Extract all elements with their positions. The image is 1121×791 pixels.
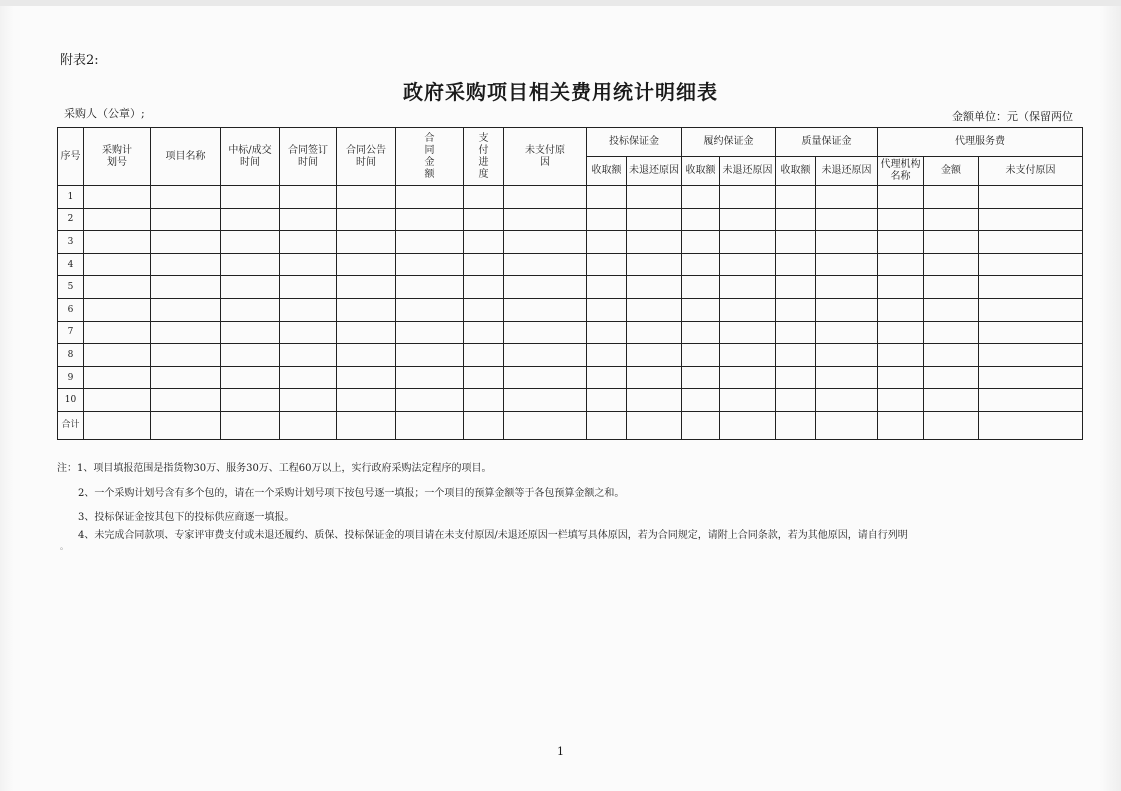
table-cell [979, 344, 1083, 367]
table-cell [878, 253, 924, 276]
table-cell [464, 186, 504, 209]
table-cell [221, 321, 280, 344]
table-cell [776, 253, 816, 276]
table-cell [504, 366, 587, 389]
table-cell [816, 186, 878, 209]
total-cell [587, 411, 627, 439]
subheader-bid-unrefunded-reason: 未退还原因 [627, 157, 682, 186]
table-cell [979, 389, 1083, 412]
table-cell [776, 208, 816, 231]
table-row [58, 344, 1083, 367]
table-cell [924, 231, 979, 254]
table-cell [504, 208, 587, 231]
row-number: 3 [58, 231, 84, 254]
table-cell [720, 231, 776, 254]
page-number: 1 [557, 745, 564, 758]
table-cell [396, 298, 464, 321]
table-cell [151, 253, 221, 276]
table-row [58, 366, 1083, 389]
header-quality-deposit: 质量保证金 [776, 128, 878, 157]
total-cell [396, 411, 464, 439]
table-cell [627, 366, 682, 389]
table-cell [924, 276, 979, 299]
subheader-agency-amount: 金额 [924, 157, 979, 186]
note-4: 4、未完成合同款项、专家评审费支付或未退还履约、质保、投标保证金的项目请在未支付原因/未退还原因一栏填写具体原因，若为合同规定，请附上合同条款，若为其他原因，请自行列明 [78, 530, 908, 541]
table-row [58, 253, 1083, 276]
total-cell [720, 411, 776, 439]
table-cell [151, 366, 221, 389]
table-cell [627, 231, 682, 254]
total-cell [504, 411, 587, 439]
table-cell [627, 389, 682, 412]
row-number: 1 [58, 186, 84, 209]
total-cell [682, 411, 720, 439]
table-cell [720, 298, 776, 321]
table-cell [816, 344, 878, 367]
row-number: 10 [58, 389, 84, 412]
table-cell [816, 366, 878, 389]
total-cell [776, 411, 816, 439]
table-row [58, 389, 1083, 412]
total-cell [151, 411, 221, 439]
table-cell [221, 344, 280, 367]
table-cell [924, 366, 979, 389]
table-cell [878, 321, 924, 344]
table-cell [682, 389, 720, 412]
table-cell [280, 344, 337, 367]
table-cell [682, 321, 720, 344]
table-cell [280, 208, 337, 231]
table-cell [816, 389, 878, 412]
table-cell [151, 186, 221, 209]
note-1: 注：1、项目填报范围是指货物30万、服务30万、工程60万以上，实行政府采购法定程序的项目。 [57, 463, 492, 474]
table-cell [816, 298, 878, 321]
table-cell [682, 208, 720, 231]
table-cell [587, 321, 627, 344]
table-cell [776, 231, 816, 254]
table-cell [587, 276, 627, 299]
table-cell [979, 276, 1083, 299]
table-cell [504, 344, 587, 367]
table-cell [924, 389, 979, 412]
table-cell [504, 231, 587, 254]
table-cell [396, 276, 464, 299]
table-cell [682, 231, 720, 254]
table-cell [84, 321, 151, 344]
note-3: 3、投标保证金按其包下的投标供应商逐一填报。 [78, 512, 295, 523]
table-cell [720, 366, 776, 389]
total-cell [84, 411, 151, 439]
table-cell [776, 298, 816, 321]
table-cell [221, 186, 280, 209]
total-cell [816, 411, 878, 439]
table-cell [396, 321, 464, 344]
table-cell [280, 276, 337, 299]
table-cell [396, 231, 464, 254]
table-row [58, 208, 1083, 231]
table-cell [924, 344, 979, 367]
total-cell [280, 411, 337, 439]
table-cell [979, 231, 1083, 254]
table-row [58, 231, 1083, 254]
header-seq: 序号 [58, 128, 84, 186]
table-row [58, 298, 1083, 321]
table-cell [776, 276, 816, 299]
total-cell [979, 411, 1083, 439]
table-cell [878, 186, 924, 209]
total-label: 合计 [58, 411, 84, 439]
table-cell [816, 321, 878, 344]
header-contract-amount: 合同金额 [396, 128, 464, 186]
table-cell [84, 366, 151, 389]
table-cell [280, 366, 337, 389]
table-cell [776, 389, 816, 412]
table-body [58, 186, 1083, 440]
table-cell [682, 298, 720, 321]
table-cell [396, 208, 464, 231]
row-number: 4 [58, 253, 84, 276]
total-cell [878, 411, 924, 439]
table-cell [816, 253, 878, 276]
subheader-quality-unrefunded-reason: 未退还原因 [816, 157, 878, 186]
table-cell [720, 253, 776, 276]
row-number: 5 [58, 276, 84, 299]
table-cell [221, 208, 280, 231]
table-cell [464, 366, 504, 389]
table-cell [337, 186, 396, 209]
table-cell [337, 276, 396, 299]
table-cell [878, 389, 924, 412]
table-cell [151, 276, 221, 299]
table-cell [816, 276, 878, 299]
table-cell [682, 186, 720, 209]
table-cell [504, 276, 587, 299]
table-cell [878, 298, 924, 321]
table-cell [464, 344, 504, 367]
table-cell [221, 366, 280, 389]
table-cell [924, 208, 979, 231]
table-cell [337, 321, 396, 344]
table-cell [396, 389, 464, 412]
note-2: 2、一个采购计划号含有多个包的，请在一个采购计划号项下按包号逐一填报；一个项目的预算金额等于各包预算金额之和。 [78, 488, 625, 499]
table-cell [464, 389, 504, 412]
table-cell [627, 253, 682, 276]
subheader-performance-unrefunded-reason: 未退还原因 [720, 157, 776, 186]
table-cell [464, 276, 504, 299]
row-number: 6 [58, 298, 84, 321]
subheader-agency-name: 代理机构名称 [878, 157, 924, 186]
header-unpaid-reason: 未支付原因 [504, 128, 587, 186]
table-cell [464, 208, 504, 231]
table-cell [337, 366, 396, 389]
table-cell [776, 186, 816, 209]
table-cell [396, 344, 464, 367]
table-cell [720, 186, 776, 209]
table-cell [464, 231, 504, 254]
table-cell [720, 276, 776, 299]
total-cell [924, 411, 979, 439]
table-cell [587, 366, 627, 389]
header-plan-no: 采购计划号 [84, 128, 151, 186]
header-contract-notice-time: 合同公告时间 [337, 128, 396, 186]
table-cell [337, 344, 396, 367]
table-cell [627, 276, 682, 299]
table-cell [396, 186, 464, 209]
table-cell [504, 298, 587, 321]
header-contract-sign-time: 合同签订时间 [280, 128, 337, 186]
table-cell [504, 389, 587, 412]
table-cell [84, 389, 151, 412]
table-cell [396, 366, 464, 389]
table-cell [221, 231, 280, 254]
table-cell [221, 298, 280, 321]
table-cell [280, 231, 337, 254]
table-cell [151, 389, 221, 412]
table-cell [924, 253, 979, 276]
table-cell [151, 298, 221, 321]
appendix-label: 附表2: [60, 53, 99, 68]
table-cell [151, 344, 221, 367]
purchaser-label: 采购人（公章）; [64, 107, 145, 120]
table-cell [396, 253, 464, 276]
row-number: 2 [58, 208, 84, 231]
table-cell [924, 186, 979, 209]
table-row [58, 186, 1083, 209]
table-cell [720, 389, 776, 412]
table-cell [151, 321, 221, 344]
table-cell [979, 321, 1083, 344]
table-cell [627, 298, 682, 321]
table-cell [878, 344, 924, 367]
subheader-agency-unpaid-reason: 未支付原因 [979, 157, 1083, 186]
table-cell [776, 344, 816, 367]
total-cell [627, 411, 682, 439]
header-agency-fee: 代理服务费 [878, 128, 1083, 157]
table-cell [682, 253, 720, 276]
table-cell [720, 344, 776, 367]
table-cell [337, 208, 396, 231]
table-cell [221, 253, 280, 276]
table-cell [280, 298, 337, 321]
table-cell [979, 186, 1083, 209]
table-cell [280, 253, 337, 276]
total-cell [464, 411, 504, 439]
table-cell [587, 186, 627, 209]
table-cell [587, 208, 627, 231]
table-cell [337, 298, 396, 321]
table-row [58, 321, 1083, 344]
table-cell [816, 208, 878, 231]
table-cell [878, 276, 924, 299]
table-cell [337, 231, 396, 254]
header-payment-progress: 支付进度 [464, 128, 504, 186]
table-cell [587, 389, 627, 412]
table-cell [84, 208, 151, 231]
row-number: 8 [58, 344, 84, 367]
table-cell [587, 298, 627, 321]
table-cell [84, 253, 151, 276]
table-cell [627, 321, 682, 344]
table-cell [280, 321, 337, 344]
amount-unit-label: 金额单位：元（保留两位 [952, 110, 1073, 123]
header-performance-deposit: 履约保证金 [682, 128, 776, 157]
table-cell [776, 321, 816, 344]
table-cell [878, 366, 924, 389]
subheader-quality-received: 收取额 [776, 157, 816, 186]
table-cell [337, 253, 396, 276]
subheader-performance-received: 收取额 [682, 157, 720, 186]
total-cell [221, 411, 280, 439]
row-number: 7 [58, 321, 84, 344]
table-cell [979, 298, 1083, 321]
table-cell [84, 231, 151, 254]
table-cell [627, 344, 682, 367]
table-cell [84, 186, 151, 209]
table-cell [720, 208, 776, 231]
table-cell [682, 366, 720, 389]
table-cell [280, 389, 337, 412]
table-cell [337, 389, 396, 412]
table-cell [979, 366, 1083, 389]
trailing-mark: 。 [60, 542, 68, 551]
table-cell [924, 298, 979, 321]
table-cell [504, 186, 587, 209]
table-cell [504, 321, 587, 344]
header-bid-deposit: 投标保证金 [587, 128, 682, 157]
header-award-time: 中标/成交时间 [221, 128, 280, 186]
table-cell [84, 344, 151, 367]
table-cell [221, 276, 280, 299]
table-cell [587, 344, 627, 367]
table-cell [151, 208, 221, 231]
table-cell [627, 186, 682, 209]
table-cell [464, 321, 504, 344]
table-cell [776, 366, 816, 389]
table-cell [816, 231, 878, 254]
table-cell [924, 321, 979, 344]
table-cell [979, 253, 1083, 276]
table-cell [221, 389, 280, 412]
header-project-name: 项目名称 [151, 128, 221, 186]
subheader-bid-received: 收取额 [587, 157, 627, 186]
table-cell [682, 344, 720, 367]
table-row [58, 276, 1083, 299]
table-cell [878, 208, 924, 231]
statistics-table [57, 127, 1083, 440]
table-cell [84, 298, 151, 321]
row-number: 9 [58, 366, 84, 389]
table-cell [720, 321, 776, 344]
table-cell [627, 208, 682, 231]
table-cell [151, 231, 221, 254]
table-cell [84, 276, 151, 299]
table-cell [878, 231, 924, 254]
table-cell [280, 186, 337, 209]
table-cell [504, 253, 587, 276]
table-cell [682, 276, 720, 299]
total-row [58, 411, 1083, 439]
total-cell [337, 411, 396, 439]
table-cell [587, 231, 627, 254]
table-cell [587, 253, 627, 276]
document-title: 政府采购项目相关费用统计明细表 [403, 80, 718, 104]
table-cell [464, 253, 504, 276]
table-cell [979, 208, 1083, 231]
table-cell [464, 298, 504, 321]
